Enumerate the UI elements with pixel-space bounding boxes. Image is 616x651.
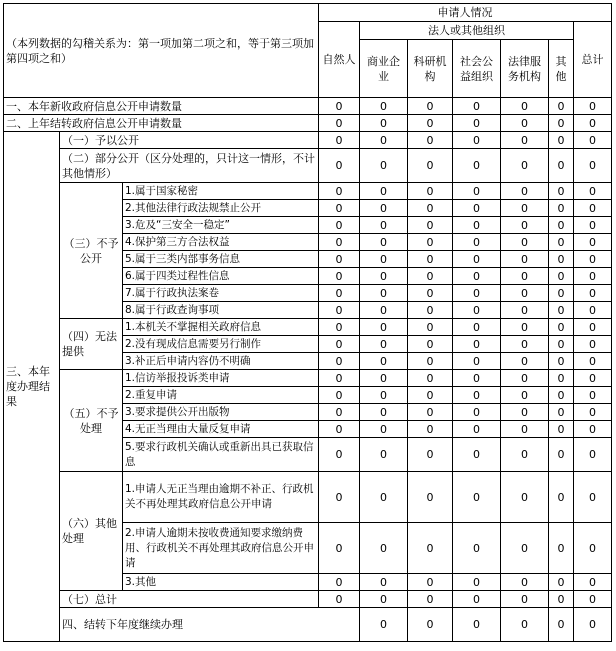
total-value: 0 bbox=[574, 251, 612, 268]
natural-person-value: 0 bbox=[319, 200, 360, 217]
total-value: 0 bbox=[574, 336, 612, 353]
social-welfare-value: 0 bbox=[453, 234, 501, 251]
commercial-value: 0 bbox=[360, 115, 408, 132]
row-label: 3.补正后申请内容仍不明确 bbox=[123, 353, 319, 370]
row-label: 四、结转下年度继续办理 bbox=[60, 608, 360, 642]
legal-service-value: 0 bbox=[501, 251, 549, 268]
row-label: 1.本机关不掌握相关政府信息 bbox=[123, 319, 319, 336]
research-value: 0 bbox=[408, 302, 453, 319]
row-label: 8.属于行政查询事项 bbox=[123, 302, 319, 319]
row-label: （二）部分公开（区分处理的，只计这一情形，不计其他情形） bbox=[60, 149, 319, 183]
total-value: 0 bbox=[574, 319, 612, 336]
other-value: 0 bbox=[549, 234, 574, 251]
natural-person-value: 0 bbox=[319, 438, 360, 472]
research-value: 0 bbox=[408, 421, 453, 438]
natural-person-value: 0 bbox=[319, 234, 360, 251]
other-value: 0 bbox=[549, 132, 574, 149]
row-label: 2.重复申请 bbox=[123, 387, 319, 404]
group-label-other-process: （六）其他处理 bbox=[60, 472, 123, 591]
total-value: 0 bbox=[574, 523, 612, 574]
legal-service-value: 0 bbox=[501, 591, 549, 608]
research-value: 0 bbox=[408, 438, 453, 472]
total-value: 0 bbox=[574, 268, 612, 285]
other-value: 0 bbox=[549, 574, 574, 591]
natural-person-value: 0 bbox=[319, 285, 360, 302]
commercial-value: 0 bbox=[360, 251, 408, 268]
commercial-value: 0 bbox=[360, 353, 408, 370]
row-label: 4.保护第三方合法权益 bbox=[123, 234, 319, 251]
legal-service-value: 0 bbox=[501, 200, 549, 217]
row-label: 3.要求提供公开出版物 bbox=[123, 404, 319, 421]
row-label: （一）予以公开 bbox=[60, 132, 319, 149]
legal-group-header: 法人或其他组织 bbox=[360, 22, 574, 40]
total-value: 0 bbox=[574, 302, 612, 319]
other-value: 0 bbox=[549, 353, 574, 370]
commercial-value: 0 bbox=[360, 421, 408, 438]
commercial-value: 0 bbox=[360, 319, 408, 336]
legal-service-value: 0 bbox=[501, 370, 549, 387]
research-value: 0 bbox=[408, 183, 453, 200]
social-welfare-value: 0 bbox=[453, 268, 501, 285]
research-value: 0 bbox=[408, 591, 453, 608]
research-value: 0 bbox=[408, 234, 453, 251]
commercial-value: 0 bbox=[360, 472, 408, 523]
natural-person-value: 0 bbox=[319, 574, 360, 591]
total-value: 0 bbox=[574, 438, 612, 472]
row-label: （七）总计 bbox=[60, 591, 319, 608]
total-value: 0 bbox=[574, 387, 612, 404]
group-label-no-process: （五）不予处理 bbox=[60, 370, 123, 472]
table-row bbox=[4, 608, 612, 642]
row-label: 2.申请人逾期未按收费通知要求缴纳费用、行政机关不再处理其政府信息公开申请 bbox=[123, 523, 319, 574]
social-welfare-value: 0 bbox=[453, 387, 501, 404]
natural-person-value: 0 bbox=[319, 404, 360, 421]
natural-person-value: 0 bbox=[319, 421, 360, 438]
row-label: 7.属于行政执法案卷 bbox=[123, 285, 319, 302]
row-label: 3.危及“三安全一稳定” bbox=[123, 217, 319, 234]
group-label-unable: （四）无法提供 bbox=[60, 319, 123, 370]
commercial-value: 0 bbox=[360, 574, 408, 591]
social-welfare-value: 0 bbox=[453, 200, 501, 217]
row-label: 一、本年新收政府信息公开申请数量 bbox=[4, 98, 319, 115]
social-welfare-value: 0 bbox=[453, 421, 501, 438]
other-value: 0 bbox=[549, 149, 574, 183]
other-value: 0 bbox=[549, 115, 574, 132]
research-header: 科研机构 bbox=[408, 40, 453, 98]
natural-person-value: 0 bbox=[319, 115, 360, 132]
commercial-value: 0 bbox=[360, 285, 408, 302]
other-value: 0 bbox=[549, 302, 574, 319]
natural-person-value: 0 bbox=[319, 149, 360, 183]
social-welfare-header: 社会公益组织 bbox=[453, 40, 501, 98]
other-header: 其他 bbox=[549, 40, 574, 98]
commercial-value: 0 bbox=[360, 336, 408, 353]
commercial-value: 0 bbox=[360, 200, 408, 217]
table-row bbox=[4, 319, 612, 336]
natural-person-value: 0 bbox=[319, 302, 360, 319]
social-welfare-value: 0 bbox=[453, 523, 501, 574]
row-label: 1.申请人无正当理由逾期不补正、行政机关不再处理其政府信息公开申请 bbox=[123, 472, 319, 523]
social-welfare-value: 0 bbox=[453, 217, 501, 234]
other-value: 0 bbox=[549, 200, 574, 217]
research-value: 0 bbox=[408, 98, 453, 115]
other-value: 0 bbox=[549, 183, 574, 200]
table-row bbox=[4, 591, 612, 608]
commercial-value: 0 bbox=[360, 591, 408, 608]
row-label: 3.其他 bbox=[123, 574, 319, 591]
natural-person-value: 0 bbox=[319, 370, 360, 387]
other-value: 0 bbox=[549, 387, 574, 404]
total-value: 0 bbox=[574, 285, 612, 302]
other-value: 0 bbox=[549, 421, 574, 438]
other-value: 0 bbox=[549, 591, 574, 608]
natural-person-value: 0 bbox=[319, 251, 360, 268]
legal-service-value: 0 bbox=[501, 574, 549, 591]
social-welfare-value: 0 bbox=[453, 183, 501, 200]
social-welfare-value: 0 bbox=[453, 353, 501, 370]
group-label-refuse: （三）不予公开 bbox=[60, 183, 123, 319]
row-label: 5.属于三类内部事务信息 bbox=[123, 251, 319, 268]
social-welfare-value: 0 bbox=[453, 404, 501, 421]
natural-person-value: 0 bbox=[319, 132, 360, 149]
natural-person-value: 0 bbox=[319, 98, 360, 115]
legal-service-value: 0 bbox=[501, 132, 549, 149]
natural-person-value: 0 bbox=[319, 353, 360, 370]
legal-service-value: 0 bbox=[501, 387, 549, 404]
legal-service-value: 0 bbox=[501, 336, 549, 353]
table-row bbox=[4, 149, 612, 183]
other-value: 0 bbox=[549, 472, 574, 523]
legal-service-value: 0 bbox=[501, 353, 549, 370]
table-row bbox=[4, 183, 612, 200]
natural-person-value: 0 bbox=[319, 591, 360, 608]
commercial-value: 0 bbox=[360, 132, 408, 149]
total-header: 总计 bbox=[574, 22, 612, 98]
research-value: 0 bbox=[408, 387, 453, 404]
section-3-label: 三、本年度办理结果 bbox=[4, 132, 60, 642]
research-value: 0 bbox=[408, 268, 453, 285]
row-label: 4.无正当理由大量反复申请 bbox=[123, 421, 319, 438]
research-value: 0 bbox=[408, 149, 453, 183]
natural-person-value: 0 bbox=[319, 319, 360, 336]
social-welfare-value: 0 bbox=[453, 438, 501, 472]
research-value: 0 bbox=[408, 574, 453, 591]
other-value: 0 bbox=[549, 285, 574, 302]
legal-service-header: 法律服务机构 bbox=[501, 40, 549, 98]
other-value: 0 bbox=[549, 523, 574, 574]
commercial-value: 0 bbox=[360, 98, 408, 115]
other-value: 0 bbox=[549, 251, 574, 268]
total-value: 0 bbox=[574, 98, 612, 115]
natural-person-value: 0 bbox=[360, 608, 408, 642]
research-value: 0 bbox=[408, 200, 453, 217]
research-value: 0 bbox=[408, 404, 453, 421]
natural-person-value: 0 bbox=[319, 183, 360, 200]
table-note: （本列数据的勾稽关系为：第一项加第二项之和，等于第三项加第四项之和） bbox=[4, 4, 319, 98]
commercial-value: 0 bbox=[360, 438, 408, 472]
natural-person-value: 0 bbox=[319, 268, 360, 285]
research-value: 0 bbox=[408, 353, 453, 370]
other-value: 0 bbox=[549, 404, 574, 421]
commercial-value: 0 bbox=[360, 268, 408, 285]
other-value: 0 bbox=[549, 98, 574, 115]
other-value: 0 bbox=[549, 319, 574, 336]
total-value: 0 bbox=[574, 234, 612, 251]
row-label: 6.属于四类过程性信息 bbox=[123, 268, 319, 285]
total-value: 0 bbox=[574, 115, 612, 132]
total-value: 0 bbox=[574, 421, 612, 438]
row-label: 二、上年结转政府信息公开申请数量 bbox=[4, 115, 319, 132]
social-welfare-value: 0 bbox=[453, 132, 501, 149]
row-label: 2.没有现成信息需要另行制作 bbox=[123, 336, 319, 353]
total-value: 0 bbox=[574, 353, 612, 370]
research-value: 0 bbox=[453, 608, 501, 642]
other-value: 0 bbox=[574, 608, 612, 642]
gov-info-disclosure-table bbox=[3, 3, 612, 642]
total-value: 0 bbox=[574, 149, 612, 183]
total-value: 0 bbox=[574, 132, 612, 149]
natural-person-header: 自然人 bbox=[319, 22, 360, 98]
commercial-value: 0 bbox=[360, 523, 408, 574]
social-welfare-value: 0 bbox=[453, 336, 501, 353]
legal-service-value: 0 bbox=[501, 217, 549, 234]
row-label: 1.信访举报投诉类申请 bbox=[123, 370, 319, 387]
legal-service-value: 0 bbox=[501, 523, 549, 574]
total-value: 0 bbox=[574, 591, 612, 608]
other-value: 0 bbox=[549, 217, 574, 234]
social-welfare-value: 0 bbox=[453, 319, 501, 336]
legal-service-value: 0 bbox=[501, 438, 549, 472]
legal-service-value: 0 bbox=[501, 319, 549, 336]
legal-service-value: 0 bbox=[501, 234, 549, 251]
legal-service-value: 0 bbox=[501, 183, 549, 200]
legal-service-value: 0 bbox=[501, 421, 549, 438]
social-welfare-value: 0 bbox=[453, 472, 501, 523]
commercial-value: 0 bbox=[408, 608, 453, 642]
total-value: 0 bbox=[574, 217, 612, 234]
row-label: 2.其他法律行政法规禁止公开 bbox=[123, 200, 319, 217]
social-welfare-value: 0 bbox=[453, 149, 501, 183]
legal-service-value: 0 bbox=[501, 268, 549, 285]
commercial-value: 0 bbox=[360, 149, 408, 183]
total-value: 0 bbox=[574, 183, 612, 200]
row-label: 1.属于国家秘密 bbox=[123, 183, 319, 200]
social-welfare-value: 0 bbox=[453, 370, 501, 387]
research-value: 0 bbox=[408, 251, 453, 268]
applicant-header: 申请人情况 bbox=[319, 4, 612, 22]
commercial-value: 0 bbox=[360, 183, 408, 200]
natural-person-value: 0 bbox=[319, 336, 360, 353]
social-welfare-value: 0 bbox=[453, 115, 501, 132]
table-row bbox=[4, 98, 612, 115]
legal-service-value: 0 bbox=[549, 608, 574, 642]
legal-service-value: 0 bbox=[501, 115, 549, 132]
total-value: 0 bbox=[574, 200, 612, 217]
table-row bbox=[4, 370, 612, 387]
row-label: 5.要求行政机关确认或重新出具已获取信息 bbox=[123, 438, 319, 472]
commercial-value: 0 bbox=[360, 302, 408, 319]
other-value: 0 bbox=[549, 336, 574, 353]
commercial-value: 0 bbox=[360, 370, 408, 387]
legal-service-value: 0 bbox=[501, 285, 549, 302]
other-value: 0 bbox=[549, 370, 574, 387]
commercial-value: 0 bbox=[360, 404, 408, 421]
total-value: 0 bbox=[574, 404, 612, 421]
social-welfare-value: 0 bbox=[453, 251, 501, 268]
commercial-header: 商业企业 bbox=[360, 40, 408, 98]
commercial-value: 0 bbox=[360, 217, 408, 234]
natural-person-value: 0 bbox=[319, 217, 360, 234]
research-value: 0 bbox=[408, 472, 453, 523]
other-value: 0 bbox=[549, 268, 574, 285]
social-welfare-value: 0 bbox=[453, 285, 501, 302]
social-welfare-value: 0 bbox=[453, 98, 501, 115]
natural-person-value: 0 bbox=[319, 523, 360, 574]
research-value: 0 bbox=[408, 370, 453, 387]
total-value: 0 bbox=[574, 472, 612, 523]
other-value: 0 bbox=[549, 438, 574, 472]
commercial-value: 0 bbox=[360, 387, 408, 404]
legal-service-value: 0 bbox=[501, 404, 549, 421]
research-value: 0 bbox=[408, 132, 453, 149]
social-welfare-value: 0 bbox=[453, 302, 501, 319]
total-value: 0 bbox=[574, 574, 612, 591]
social-welfare-value: 0 bbox=[453, 591, 501, 608]
research-value: 0 bbox=[408, 523, 453, 574]
table-row bbox=[4, 132, 612, 149]
total-value: 0 bbox=[574, 370, 612, 387]
social-welfare-value: 0 bbox=[501, 608, 549, 642]
research-value: 0 bbox=[408, 285, 453, 302]
legal-service-value: 0 bbox=[501, 302, 549, 319]
research-value: 0 bbox=[408, 217, 453, 234]
natural-person-value: 0 bbox=[319, 387, 360, 404]
legal-service-value: 0 bbox=[501, 98, 549, 115]
table-row bbox=[4, 472, 612, 523]
research-value: 0 bbox=[408, 336, 453, 353]
research-value: 0 bbox=[408, 115, 453, 132]
legal-service-value: 0 bbox=[501, 149, 549, 183]
legal-service-value: 0 bbox=[501, 472, 549, 523]
header-row-1 bbox=[4, 4, 612, 22]
commercial-value: 0 bbox=[360, 234, 408, 251]
table-row bbox=[4, 115, 612, 132]
research-value: 0 bbox=[408, 319, 453, 336]
report-container bbox=[3, 3, 611, 642]
social-welfare-value: 0 bbox=[453, 574, 501, 591]
natural-person-value: 0 bbox=[319, 472, 360, 523]
